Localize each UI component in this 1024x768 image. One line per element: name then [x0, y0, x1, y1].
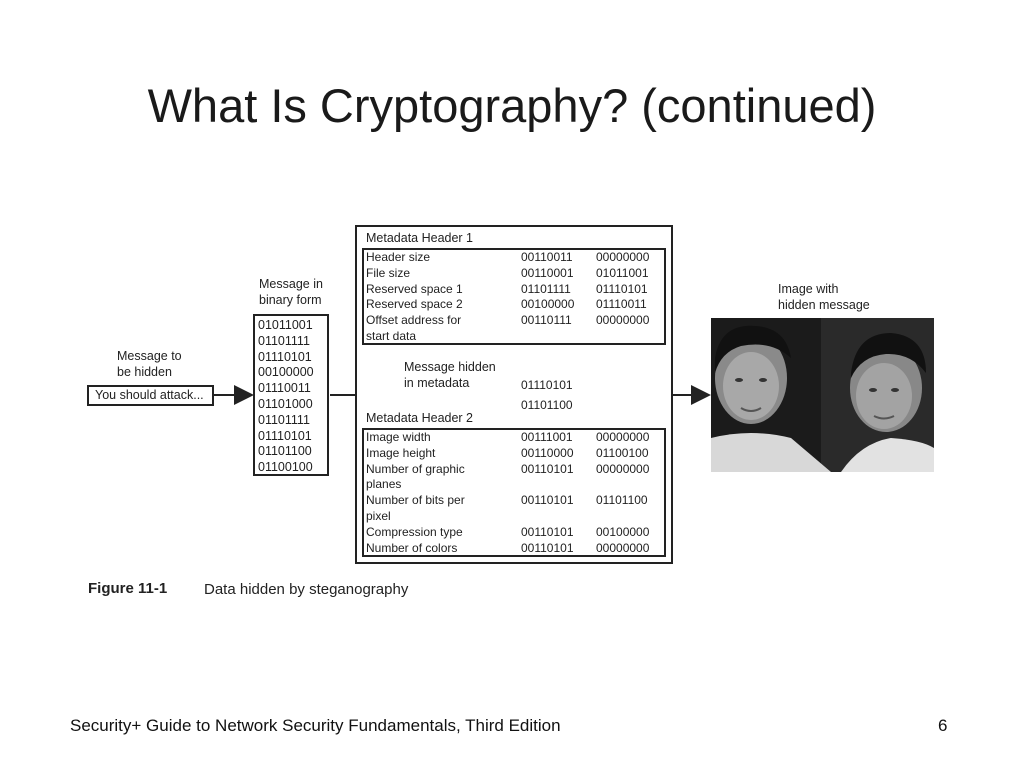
- metadata-field-name: Reserved space 2: [366, 297, 463, 312]
- metadata-field-value: 00000000: [596, 250, 650, 264]
- metadata-field-value: 00110101: [521, 461, 574, 476]
- message-text: You should attack...: [95, 388, 204, 402]
- metadata-field-name: planes: [366, 477, 402, 492]
- metadata-field-name: Compression type: [366, 524, 463, 539]
- metadata-field-value: 01011001: [596, 265, 649, 280]
- metadata-field-name: pixel: [366, 509, 391, 523]
- metadata-field-value: 00000000: [596, 313, 650, 328]
- metadata-field-value: 01110101: [596, 281, 648, 296]
- binary-label: [259, 276, 323, 308]
- metadata-field-value: 00110011: [521, 250, 573, 264]
- binary-label-line: binary form: [259, 293, 322, 307]
- metadata-field-value: 00000000: [596, 461, 650, 476]
- metadata-field-value: 00000000: [596, 430, 650, 444]
- binary-label-line: Message in: [259, 277, 323, 291]
- metadata-field-name: start data: [366, 329, 417, 343]
- binary-value: 01101111: [258, 333, 310, 348]
- metadata-field-name: Reserved space 1: [366, 281, 463, 296]
- binary-value: 01100100: [258, 460, 313, 475]
- header1-title: Metadata Header 1: [366, 231, 474, 245]
- figure-number: Figure 11-1: [88, 580, 168, 597]
- metadata-field-value: 00110101: [521, 540, 574, 555]
- message-label-line: Message to: [117, 349, 182, 363]
- hidden-label: [404, 359, 496, 391]
- metadata-field-value: 00110111: [521, 313, 572, 328]
- image-label-line: hidden message: [778, 298, 870, 312]
- metadata-field-value: 01101111: [521, 281, 571, 296]
- page-number: 6: [938, 716, 948, 735]
- hidden-value: 01101100: [521, 398, 573, 412]
- metadata-field-name: Image height: [366, 445, 436, 460]
- hidden-value: 01110101: [521, 378, 573, 392]
- hidden-label-line: Message hidden: [404, 360, 496, 374]
- metadata-field-name: Image width: [366, 430, 431, 444]
- binary-value: 01110011: [258, 381, 311, 396]
- message-label-line: be hidden: [117, 365, 172, 379]
- message-label: [117, 348, 182, 380]
- image-label-line: Image with: [778, 282, 839, 296]
- binary-value: 01101111: [258, 412, 310, 427]
- binary-value: 01110101: [258, 349, 312, 364]
- footer-title: Security+ Guide to Network Security Fundamentals, Third Edition: [70, 716, 561, 735]
- slide-title: What Is Cryptography? (continued): [147, 79, 877, 132]
- metadata-field-value: 01110011: [596, 297, 647, 312]
- metadata-field-value: 01101100: [596, 493, 648, 508]
- metadata-field-name: Header size: [366, 250, 431, 264]
- metadata-field-value: 00100000: [521, 297, 575, 312]
- metadata-field-value: 00110001: [521, 265, 574, 280]
- metadata-field-value: 00000000: [596, 540, 650, 555]
- metadata-field-value: 00110101: [521, 524, 574, 539]
- binary-value: 01101000: [258, 397, 313, 411]
- metadata-field-name: File size: [366, 265, 411, 280]
- metadata-field-value: 00110000: [521, 445, 574, 460]
- metadata-field-value: 00111001: [521, 430, 573, 444]
- header2-title: Metadata Header 2: [366, 411, 474, 425]
- metadata-field-value: 00100000: [596, 524, 650, 539]
- metadata-field-value: 00110101: [521, 493, 574, 508]
- metadata-field-name: Number of bits per: [366, 493, 465, 508]
- metadata-field-name: Number of graphic: [366, 461, 465, 476]
- metadata-field-name: Offset address for: [366, 313, 462, 328]
- metadata-field-value: 01100100: [596, 445, 649, 460]
- message-box: [87, 385, 214, 406]
- binary-value: 00100000: [258, 365, 314, 380]
- metadata-field-name: Number of colors: [366, 540, 458, 555]
- binary-value: 01101100: [258, 444, 312, 459]
- binary-value: 01110101: [258, 428, 312, 443]
- stego-photo: [711, 318, 934, 472]
- figure-caption: Data hidden by steganography: [204, 581, 409, 598]
- binary-value: 01011001: [258, 318, 313, 332]
- hidden-label-line: in metadata: [404, 376, 470, 390]
- image-label: [778, 281, 870, 313]
